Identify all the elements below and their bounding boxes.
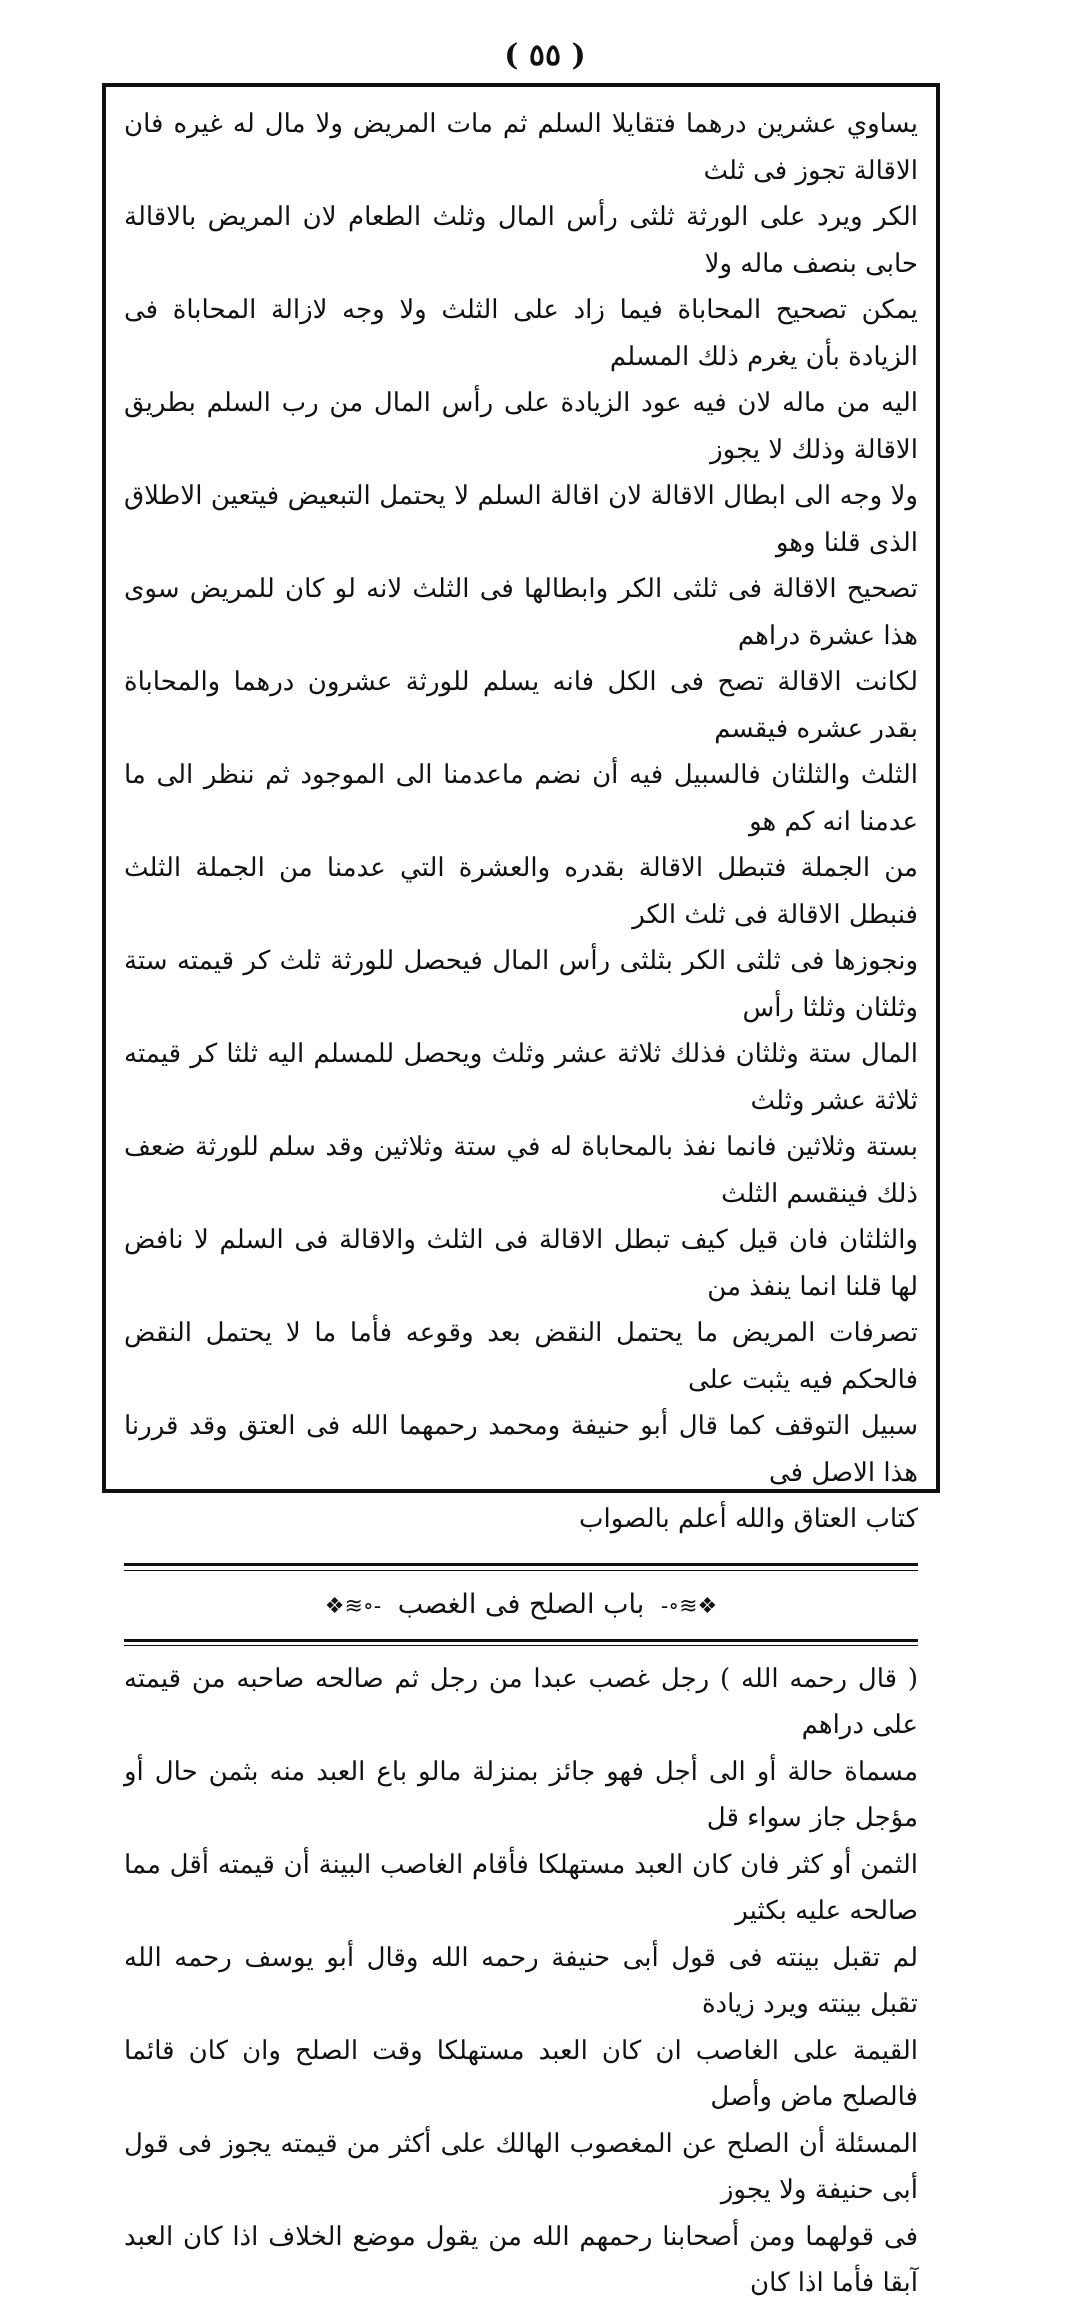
chapter-title: باب الصلح فى الغصب bbox=[397, 1588, 645, 1620]
chapter-heading bbox=[124, 1571, 918, 1639]
text-line: فى قولهما ومن أصحابنا رحمهم الله من يقول موضع الخلاف اذا كان العبد آبقا فأما اذا كان bbox=[124, 2221, 918, 2298]
section-2-text bbox=[124, 1656, 918, 2307]
ornament-right: ❖≋∘- bbox=[660, 1593, 718, 1619]
page-number: ( ٥٥ ) bbox=[504, 38, 586, 73]
text-line: يمكن تصحيح المحاباة فيما زاد على الثلث ولا وجه لازالة المحاباة فى الزيادة بأن يغرم ذلك المسلم bbox=[124, 295, 918, 372]
text-line: ولا وجه الى ابطال الاقالة لان اقالة السلم لا يحتمل التبعيض فيتعين الاطلاق الذى قلنا وهو bbox=[124, 481, 918, 558]
text-line: تصرفات المريض ما يحتمل النقض بعد وقوعه فأما ما لا يحتمل النقض فالحكم فيه يثبت على bbox=[124, 1318, 918, 1395]
text-line: كتاب العتاق والله أعلم بالصواب bbox=[579, 1504, 918, 1534]
text-line: مسماة حالة أو الى أجل فهو جائز بمنزلة مالو باع العبد منه بثمن حال أو مؤجل جاز سواء قل bbox=[124, 1756, 918, 1833]
section-divider-bottom bbox=[124, 1639, 918, 1646]
text-line: اليه من ماله لان فيه عود الزيادة على رأس المال من رب السلم بطريق الاقالة وذلك لا يجوز bbox=[124, 388, 918, 465]
page-frame bbox=[102, 83, 940, 2298]
text-line: ونجوزها فى ثلثى الكر بثلثى رأس المال فيحصل للورثة ثلث كر قيمته ستة وثلثان وثلثا رأس bbox=[124, 946, 918, 1023]
text-line: لم تقبل بينته فى قول أبى حنيفة رحمه الله وقال أبو يوسف رحمه الله تقبل بينته ويرد زيادة bbox=[124, 1942, 918, 2019]
ornament-left: -∘≋❖ bbox=[324, 1593, 382, 1619]
text-line: الثمن أو كثر فان كان العبد مستهلكا فأقام الغاصب البينة أن قيمته أقل مما صالحه عليه بكثير bbox=[124, 1849, 918, 1926]
text-line: ( قال رحمه الله ) رجل غصب عبدا من رجل ثم صالحه صاحبه من قيمته على دراهم bbox=[124, 1663, 918, 1740]
text-line: لكانت الاقالة تصح فى الكل فانه يسلم للورثة عشرون درهما والمحاباة بقدر عشره فيقسم bbox=[124, 667, 918, 744]
text-line: القيمة على الغاصب ان كان العبد مستهلكا وقت الصلح وان كان قائما فالصلح ماض وأصل bbox=[124, 2035, 918, 2112]
text-line: الثلث والثلثان فالسبيل فيه أن نضم ماعدمنا الى الموجود ثم ننظر الى ما عدمنا انه كم هو bbox=[124, 760, 918, 837]
section-1-text bbox=[124, 101, 918, 1543]
text-line: المال ستة وثلثان فذلك ثلاثة عشر وثلث ويحصل للمسلم اليه ثلثا كر قيمته ثلاثة عشر وثلث bbox=[124, 1039, 918, 1116]
text-line: يساوي عشرين درهما فتقايلا السلم ثم مات المريض ولا مال له غيره فان الاقالة تجوز فى ثلث bbox=[124, 109, 918, 186]
text-line: تصحيح الاقالة فى ثلثى الكر وابطالها فى الثلث لانه لو كان للمريض سوى هذا عشرة دراهم bbox=[124, 574, 918, 651]
text-line: الكر ويرد على الورثة ثلثى رأس المال وثلث الطعام لان المريض بالاقالة حابى بنصف ماله ولا bbox=[124, 202, 918, 279]
section-divider-top bbox=[124, 1563, 918, 1571]
text-line: سبيل التوقف كما قال أبو حنيفة ومحمد رحمهما الله فى العتق وقد قررنا هذا الاصل فى bbox=[124, 1411, 918, 1488]
text-line: بستة وثلاثين فانما نفذ بالمحاباة له في ستة وثلاثين وقد سلم للورثة ضعف ذلك فينقسم الثلث bbox=[124, 1132, 918, 1209]
text-line: المسئلة أن الصلح عن المغصوب الهالك على أكثر من قيمته يجوز فى قول أبى حنيفة ولا يجوز bbox=[124, 2128, 918, 2205]
text-line: والثلثان فان قيل كيف تبطل الاقالة فى الثلث والاقالة فى السلم لا نافض لها قلنا انما ينفذ من bbox=[124, 1225, 918, 1302]
text-line: من الجملة فتبطل الاقالة بقدره والعشرة التي عدمنا من الجملة الثلث فنبطل الاقالة فى ثلث الكر bbox=[124, 853, 918, 930]
